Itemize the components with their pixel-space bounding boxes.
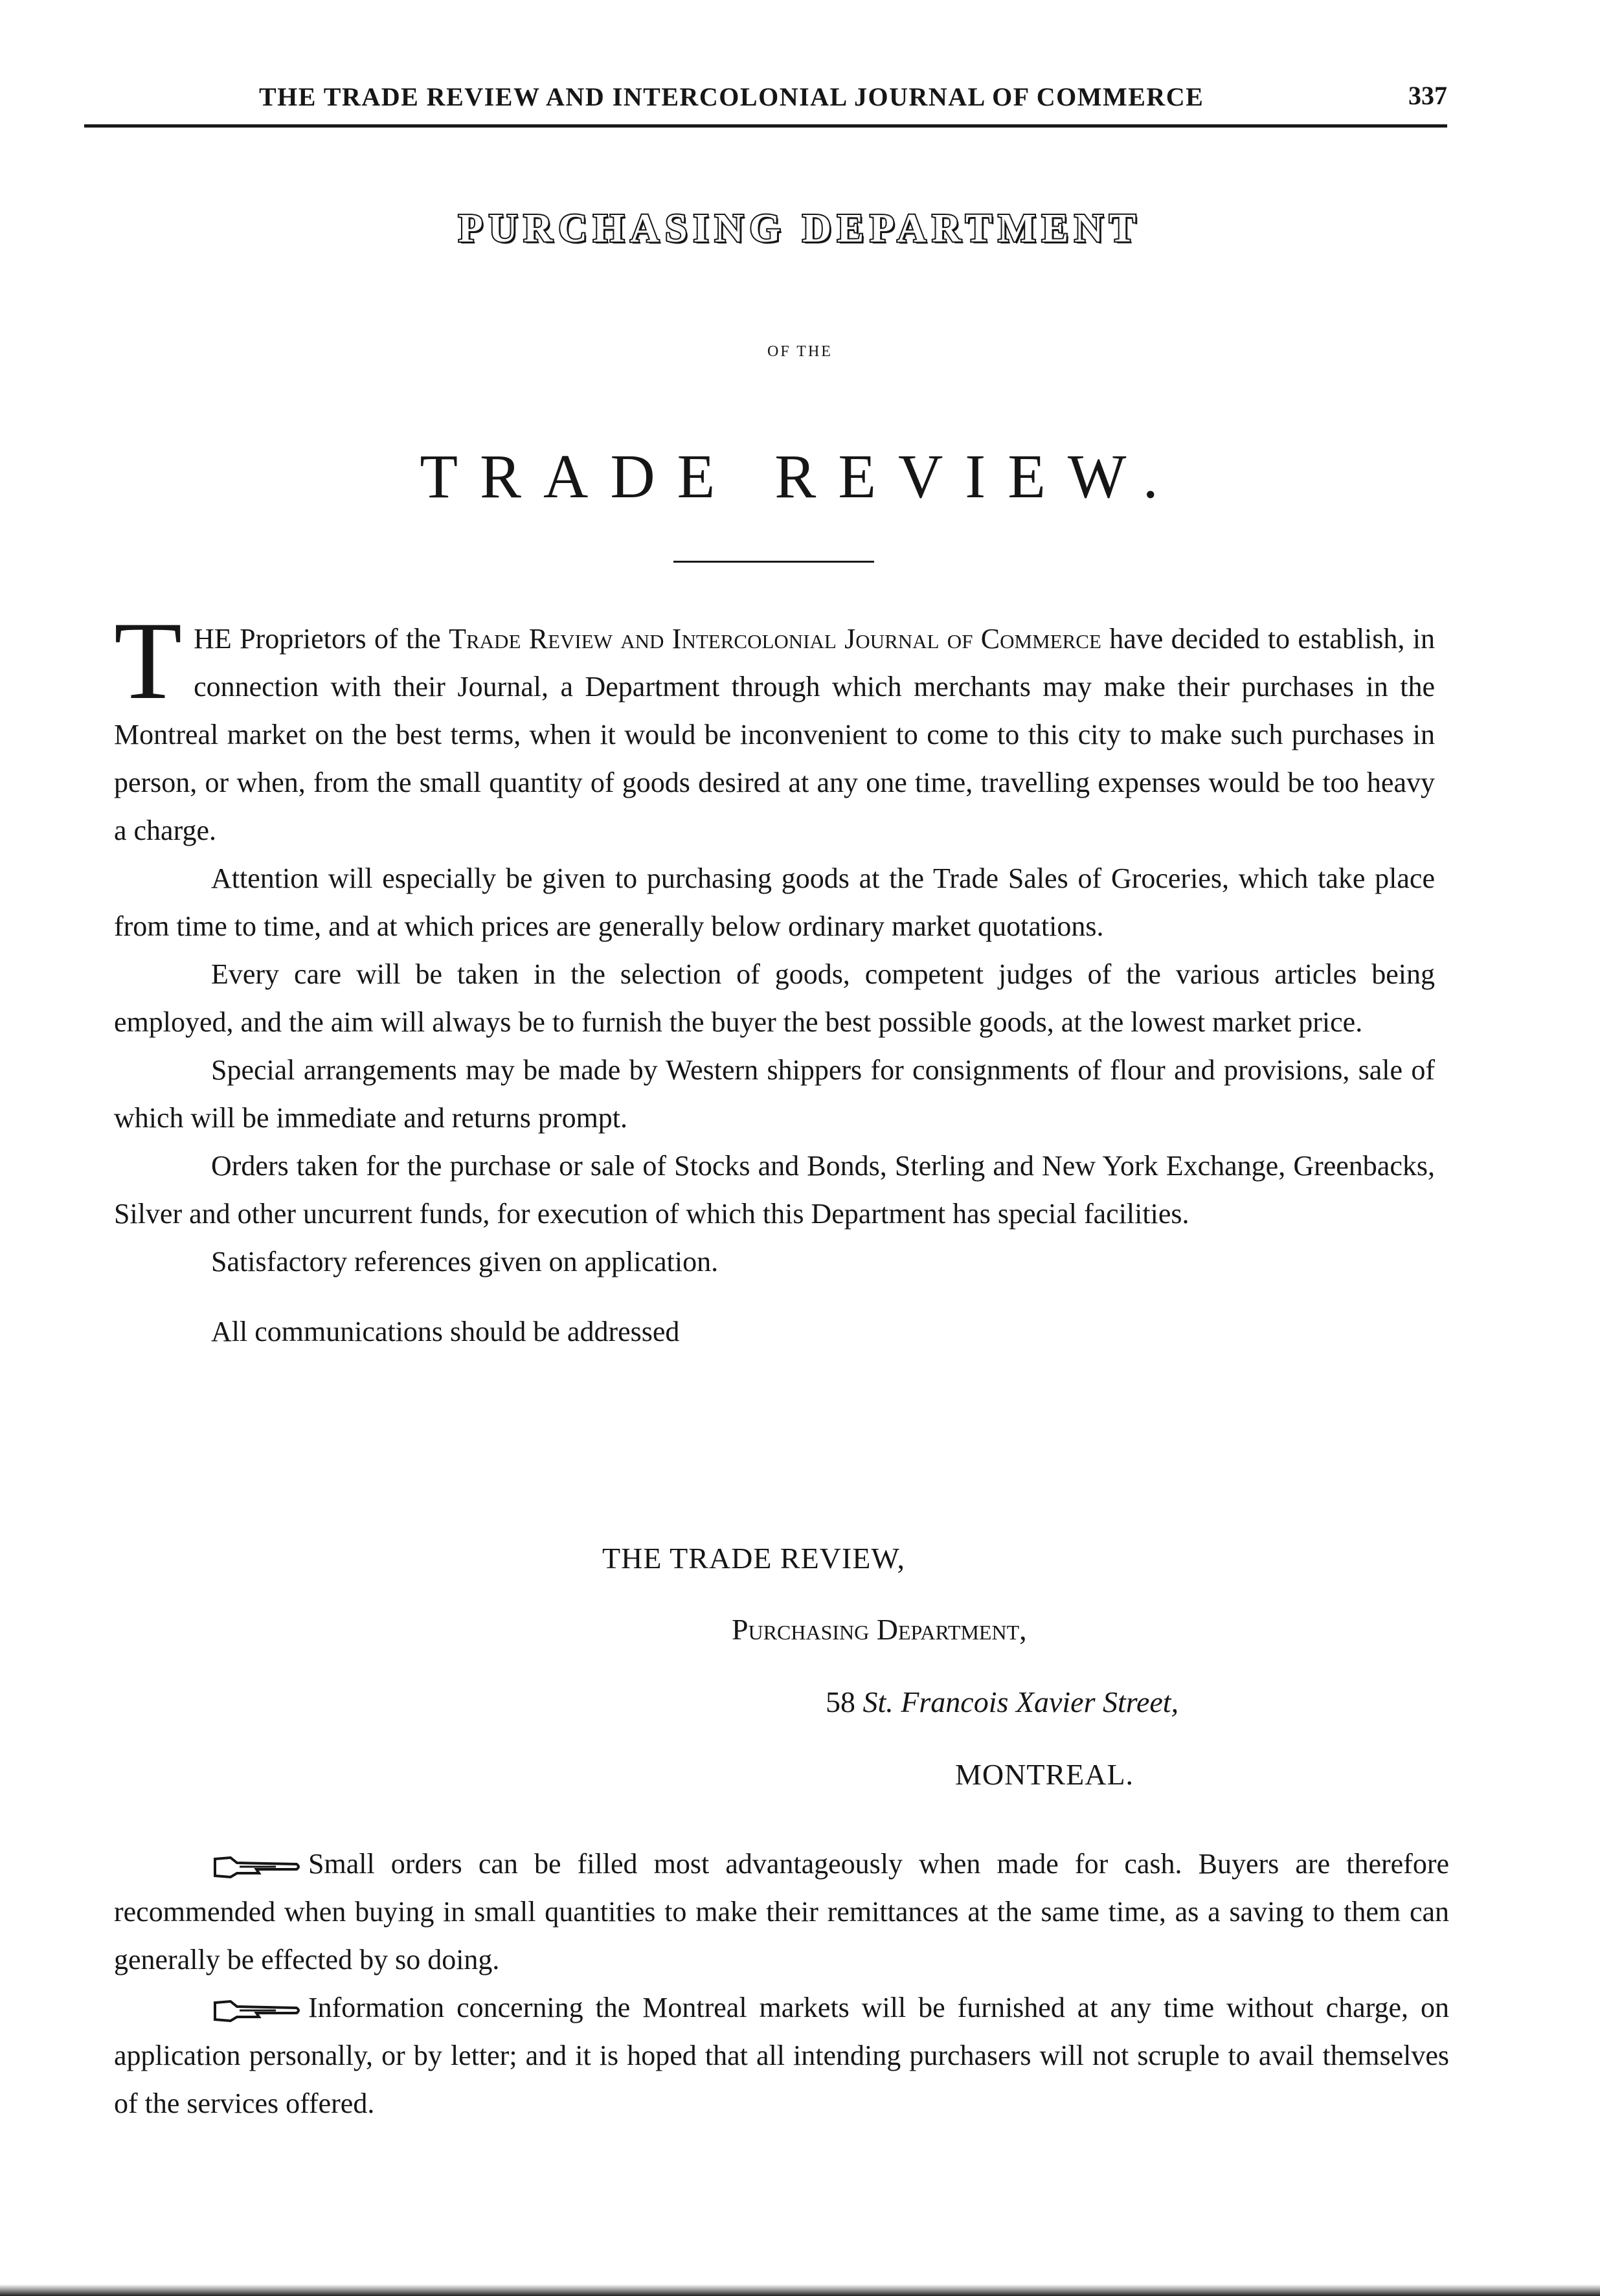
intro-paragraph: THE Proprietors of the Trade Review and Intercolonial Journal of Commerce have decided to establish, in connection with their Journal, a Department through which merchants may make their purchases in the Montreal market on the best terms, when it would be inconvenient to come to this city to make such purchases in person, or when, from the small quantity of goods desired at any one time, travelling expenses would be too heavy a charge. (114, 600, 1435, 846)
journal-name: Trade Review and Intercolonial Journal of Commerce (449, 623, 1101, 655)
of-the-label: OF THE (767, 343, 833, 360)
department-heading: PURCHASING DEPARTMENT (458, 207, 1142, 251)
announcement-body (114, 600, 1435, 1356)
paragraph-references: Satisfactory references given on application. (211, 1246, 719, 1277)
page-bottom-edge (0, 2284, 1600, 2296)
running-title: THE TRADE REVIEW AND INTERCOLONIAL JOURNAL OF COMMERCE (259, 82, 1204, 111)
paragraph-consignments: Special arrangements may be made by Western shippers for consignments of flour and provisions, sale of which will be immediate and returns prompt. (114, 1054, 1435, 1134)
page-number: 337 (1408, 81, 1447, 110)
note-information: Information concerning the Montreal markets will be furnished at any time without charge, on application personally, or by letter; and it is hoped that all intending purchasers will not scruple to avail themselves of the services offered. (114, 1992, 1449, 2119)
address-city: MONTREAL. (955, 1758, 1134, 1791)
pointing-hand-icon (211, 1998, 302, 2023)
paragraph-stocks: Orders taken for the purchase or sale of Stocks and Bonds, Sterling and New York Exchange, Greenbacks, Silver and other uncurrent funds, for execution of which this Department has special facilities. (114, 1150, 1435, 1230)
publication-title: TRADE REVIEW. (420, 442, 1180, 511)
divider-rule (673, 561, 874, 563)
note-small-orders: Small orders can be filled most advantageously when made for cash. Buyers are therefore recommended when buying in small quantities to make their remittances at the same time, as a saving to them can generally be effected by so doing. (114, 1848, 1449, 1975)
paragraph-communications: All communications should be addressed (211, 1316, 680, 1347)
paragraph-selection: Every care will be taken in the selection of goods, competent judges of the various articles being employed, and the aim will always be to furnish the buyer the best possible goods, at the lowest market price. (114, 958, 1435, 1038)
pointing-hand-icon (211, 1854, 302, 1880)
address-name: THE TRADE REVIEW, (602, 1542, 906, 1575)
notes-section (114, 1840, 1449, 2128)
paragraph-trade-sales: Attention will especially be given to purchasing goods at the Trade Sales of Groceries, which take place from time to time, and at which prices are generally below ordinary market quotations. (114, 862, 1435, 942)
address-department: Purchasing Department, (732, 1613, 1027, 1646)
running-header (84, 79, 1447, 128)
address-street: 58 St. Francois Xavier Street, (826, 1685, 1179, 1718)
drop-cap: T (114, 600, 183, 723)
